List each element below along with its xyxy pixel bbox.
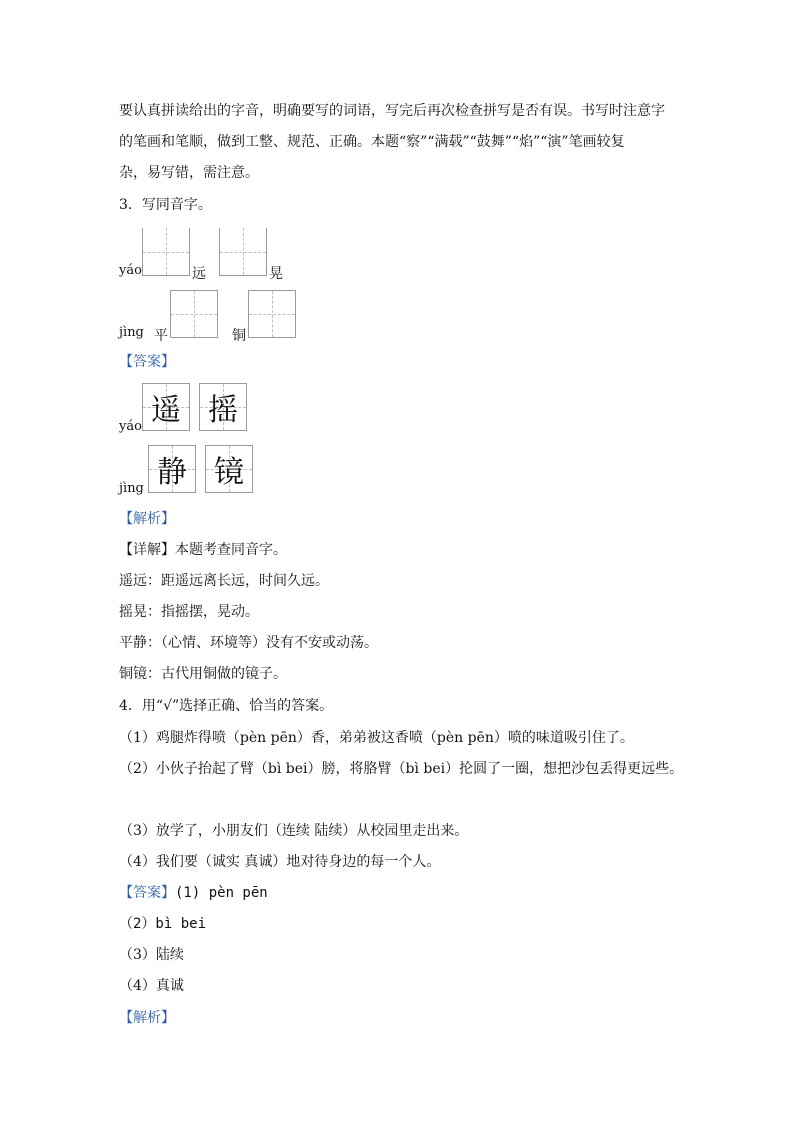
q4-item-3: （3）放学了，小朋友们（连续 陆续）从校园里走出来。 bbox=[119, 823, 469, 839]
q3-answer-row1-pinyin: yáo bbox=[119, 419, 142, 434]
q3-row2-word1-prefix: 平 bbox=[154, 328, 168, 344]
q3-answer-grid-2 bbox=[199, 383, 247, 431]
q3-row1-word2-suffix: 晃 bbox=[269, 266, 283, 282]
q4-answer-label: 【答案】 bbox=[119, 885, 175, 901]
q3-explanation-3: 平静：（心情、环境等）没有不安或动荡。 bbox=[119, 635, 378, 651]
q3-explanation-1: 遥远：距遥远离长远，时间久远。 bbox=[119, 573, 329, 589]
q3-blank-grid-4[interactable] bbox=[248, 290, 296, 338]
intro-line-2: 的笔画和笔顺，做到工整、规范、正确。本题“察”“满载”“鼓舞”“焰”“演”笔画较复 bbox=[119, 134, 625, 150]
q3-title: 3．写同音字。 bbox=[119, 197, 212, 213]
q3-answer-char-3: 静 bbox=[157, 455, 187, 490]
q3-answer-char-2: 摇 bbox=[208, 393, 238, 428]
q3-answer-char-1: 遥 bbox=[151, 393, 181, 428]
q4-answer-1: (1) pèn pēn bbox=[175, 885, 268, 901]
q3-explanation-2: 摇晃：指摇摆，晃动。 bbox=[119, 604, 259, 620]
q3-analysis-label: 【解析】 bbox=[119, 511, 175, 527]
q4-title: 4．用“√”选择正确、恰当的答案。 bbox=[119, 698, 334, 714]
q3-detail-text: 本题考查同音字。 bbox=[175, 542, 287, 558]
q3-answer-grid-1 bbox=[142, 383, 190, 431]
q3-blank-grid-2[interactable] bbox=[219, 228, 267, 276]
intro-line-3: 杂，易写错，需注意。 bbox=[119, 165, 259, 181]
q3-answer-row2-pinyin: jìng bbox=[119, 481, 144, 496]
q3-answer-grid-3 bbox=[148, 445, 196, 493]
q3-row2-pinyin: jìng bbox=[119, 325, 144, 340]
q4-item-2: （2）小伙子抬起了臂（bì bei）膀，将胳臂（bì bei）抡圆了一圈，想把沙包丢得更远些。 bbox=[119, 761, 684, 777]
intro-line-1: 要认真拼读给出的字音，明确要写的词语，写完后再次检查拼写是否有误。书写时注意字 bbox=[119, 103, 665, 119]
q4-answer-2: （2）bì bei bbox=[119, 916, 207, 932]
q3-row2-word2-prefix: 铜 bbox=[232, 328, 246, 344]
q3-blank-grid-1[interactable] bbox=[142, 228, 190, 276]
q3-detail-line bbox=[119, 540, 287, 560]
q4-analysis-label: 【解析】 bbox=[119, 1010, 175, 1026]
q4-answer-4: （4）真诚 bbox=[119, 978, 184, 994]
q3-answer-char-4: 镜 bbox=[214, 455, 244, 490]
q3-row1-pinyin: yáo bbox=[119, 263, 142, 278]
q3-explanation-4: 铜镜：古代用铜做的镜子。 bbox=[119, 666, 287, 682]
q3-detail-label: 【详解】 bbox=[119, 542, 175, 558]
q4-answer-line-1 bbox=[119, 883, 268, 903]
q3-answer-grid-4 bbox=[205, 445, 253, 493]
q3-blank-grid-3[interactable] bbox=[170, 290, 218, 338]
q3-row1-word1-suffix: 远 bbox=[192, 266, 206, 282]
q4-answer-3: （3）陆续 bbox=[119, 947, 184, 963]
q3-answer-label: 【答案】 bbox=[119, 354, 175, 370]
q4-item-4: （4）我们要（诚实 真诚）地对待身边的每一个人。 bbox=[119, 854, 441, 870]
q4-item-1: （1）鸡腿炸得喷（pèn pēn）香，弟弟被这香喷（pèn pēn）喷的味道吸引住了。 bbox=[119, 730, 634, 746]
